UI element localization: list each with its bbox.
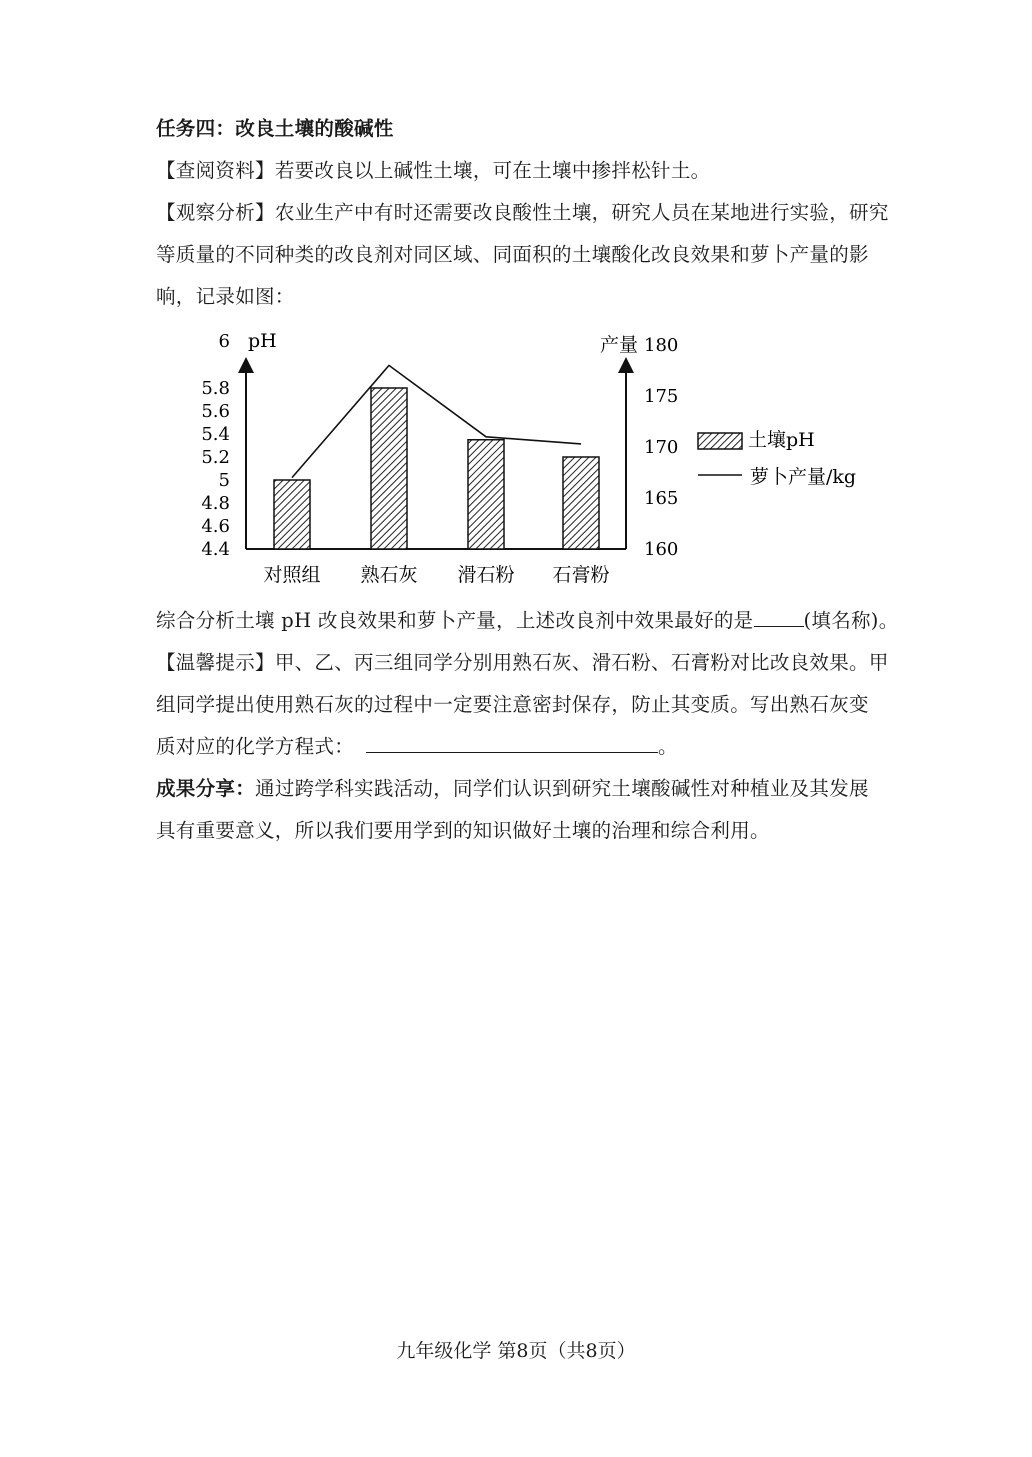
right-tick-label: 180 (644, 335, 679, 356)
bar-4 (563, 457, 599, 549)
yield-line (292, 365, 581, 477)
question1-after: (填名称)。 (803, 609, 899, 632)
tip-text-1: 甲、乙、丙三组同学分别用熟石灰、滑石粉、石膏粉对比改良效果。甲 (274, 651, 889, 674)
category-label: 熟石灰 (360, 564, 418, 586)
left-tick-label: 5.4 (201, 424, 230, 445)
paragraph-question1 (156, 608, 899, 634)
answer-blank-1[interactable] (754, 608, 804, 627)
answer-blank-2[interactable] (366, 734, 658, 753)
legend-bar-swatch (698, 433, 742, 449)
right-tick-label: 170 (644, 437, 679, 458)
paragraph-analysis-line1 (156, 200, 889, 226)
task-title: 任务四：改良土壤的酸碱性 (156, 117, 394, 140)
page-footer: 九年级化学 第8页（共8页） (396, 1340, 636, 1362)
paragraph-reference (156, 158, 710, 184)
tip-end: 。 (658, 735, 678, 758)
bar-2 (371, 388, 407, 549)
analysis-text-1: 农业生产中有时还需要改良酸性土壤，研究人员在某地进行实验，研究 (274, 201, 889, 224)
category-label: 对照组 (263, 564, 321, 586)
left-tick-label: 5.2 (201, 447, 230, 468)
left-tick-label: 4.8 (201, 493, 230, 514)
left-tick-label: 4.4 (201, 539, 230, 560)
tag-reference: 【查阅资料】 (156, 159, 275, 182)
right-tick-label: 160 (644, 539, 679, 560)
question1-text: 综合分析土壤 pH 改良效果和萝卜产量，上述改良剂中效果最好的是 (156, 609, 754, 632)
paragraph-tip-line1 (156, 650, 889, 676)
result-title: 成果分享： (156, 777, 256, 800)
reference-text: 若要改良以上碱性土壤，可在土壤中掺拌松针土。 (274, 159, 711, 182)
category-label: 石膏粉 (552, 564, 610, 586)
result-text-1: 通过跨学科实践活动，同学们认识到研究土壤酸碱性对种植业及其发展 (255, 777, 869, 800)
left-tick-label: 6 (218, 331, 230, 352)
bar-3 (468, 440, 504, 549)
chart (190, 325, 890, 595)
right-tick-label: 175 (644, 386, 679, 407)
left-axis-label: pH (248, 330, 277, 352)
paragraph-result-line1 (156, 776, 869, 802)
paragraph-analysis-line3: 响，记录如图： (156, 285, 295, 308)
legend-line-label: 萝卜产量/kg (750, 466, 857, 488)
left-tick-label: 5 (218, 470, 230, 491)
right-axis-label: 产量 (599, 334, 638, 356)
paragraph-tip-line3 (156, 734, 678, 760)
bar-1 (274, 480, 310, 549)
paragraph-tip-line2: 组同学提出使用熟石灰的过程中一定要注意密封保存，防止其变质。写出熟石灰变 (156, 693, 869, 716)
paragraph-result-line2: 具有重要意义，所以我们要用学到的知识做好土壤的治理和综合利用。 (156, 819, 770, 842)
left-tick-label: 4.6 (201, 516, 230, 537)
legend-bar-label: 土壤pH (748, 429, 815, 451)
right-tick-label: 165 (644, 488, 679, 509)
paragraph-analysis-line2: 等质量的不同种类的改良剂对同区域、同面积的土壤酸化改良效果和萝卜产量的影 (156, 243, 869, 266)
category-label: 滑石粉 (457, 564, 515, 586)
tag-analysis: 【观察分析】 (156, 201, 275, 224)
left-tick-label: 5.6 (201, 401, 230, 422)
left-tick-label: 5.8 (201, 378, 230, 399)
tip-text-3: 质对应的化学方程式： (156, 735, 355, 758)
tag-tip: 【温馨提示】 (156, 651, 275, 674)
